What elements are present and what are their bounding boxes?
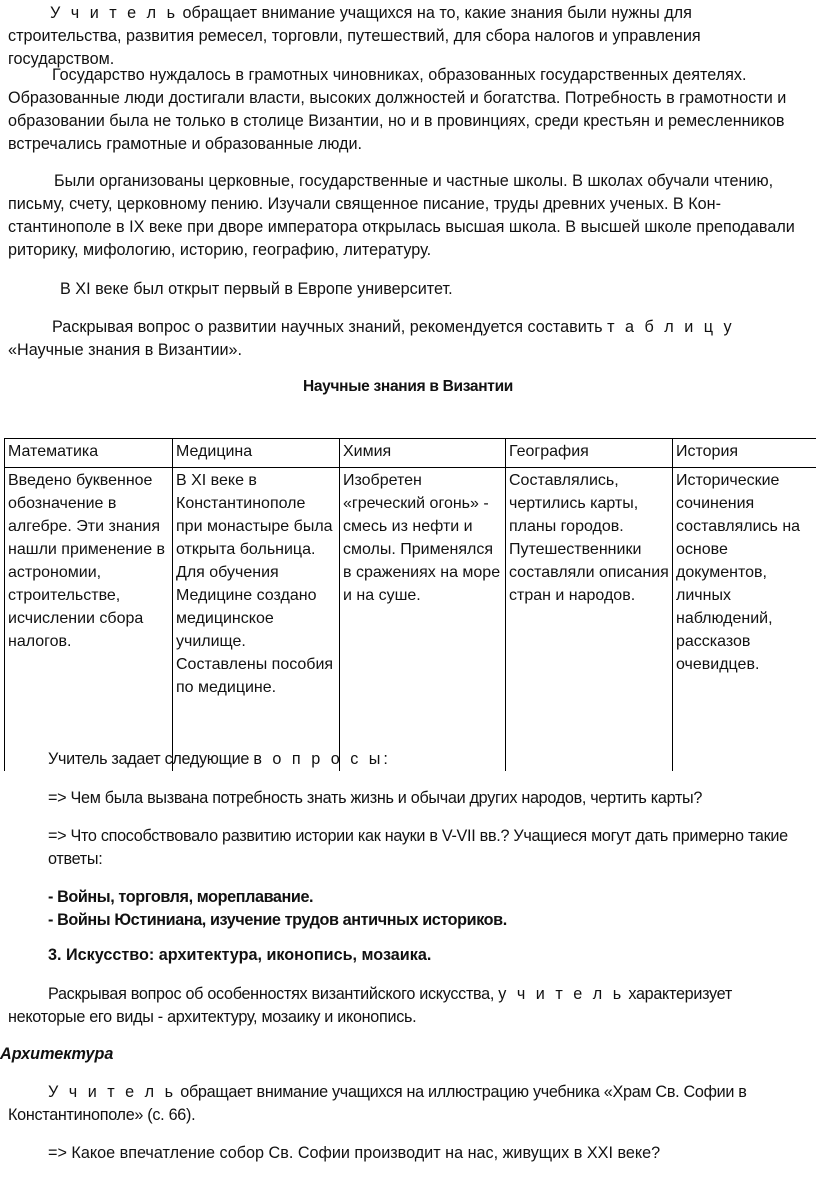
teacher-spaced-3: У ч и т е л ь <box>48 1083 177 1101</box>
paragraph-state-text: Государство нуждалось в грамотных чиновниках, образованных государственных деятелях. Образованные люди достигали власти, высоких должностей и богатства. Потребность в грамотности и образовании была не только в столице Византии, но и в провинциях, среди крестьян и ремесленников встречались грамотные и образованные люди. <box>8 66 787 153</box>
recommend-text: Раскрывая вопрос о развитии научных знаний, рекомендуется составить <box>52 318 603 336</box>
paragraph-art <box>8 983 808 1029</box>
paragraph-state <box>8 64 808 156</box>
paragraph-schools-text: Были организованы церковные, государственные и частные школы. В школах обучали чтению, письму, счету, церковному пению. Изучали священное писание, труды древних ученых. В Кон-стантинополе в IX веке при дворе императора открылась высшая школа. В высшей школе преподавали риторику, мифологию, историю, географию, литературу. <box>8 172 795 259</box>
header-medicine: Медицина <box>173 439 340 468</box>
cell-medicine: В XI веке в Константинополе при монастыре была открыта больница. Для обучения Медицине создано медицинское училище. Составлены пособия по медицине. <box>173 468 340 771</box>
answer-1: - Войны, торговля, мореплавание. <box>48 888 314 906</box>
header-chemistry: Химия <box>340 439 506 468</box>
question-3 <box>8 1142 808 1165</box>
teacher-spaced: У ч и т е л ь <box>50 4 179 22</box>
paragraph-intro <box>8 2 808 71</box>
question-1-text: => Чем была вызвана потребность знать жизнь и обычаи других народов, чертить карты? <box>48 789 703 807</box>
paragraph-art-text: Раскрывая вопрос об особенностях византийского искусства, <box>48 985 495 1003</box>
paragraph-schools <box>8 170 808 262</box>
architecture-heading: Архитектура <box>0 1045 114 1063</box>
paragraph-art-rest: характеризует некоторые его виды - архитектуру, мозаику и иконопись. <box>8 985 732 1026</box>
section-3-heading: 3. Искусство: архитектура, иконопись, мозаика. <box>48 946 432 964</box>
questions-spaced: в о п р о с ы <box>253 750 384 768</box>
table-header-row <box>5 439 816 468</box>
cell-chemistry: Изобретен «греческий огонь» - смесь из нефти и смолы. Применялся в сражениях на море и на суше. <box>340 468 506 771</box>
table-row <box>5 468 816 771</box>
science-table <box>4 438 816 771</box>
teacher-spaced-2: у ч и т е л ь <box>498 985 625 1003</box>
paragraph-sophia <box>8 1081 808 1127</box>
paragraph-intro-text: обращает внимание учащихся на то, какие знания были нужны для строительства, развития ремесел, торговли, путешествий, для сбора налогов и управления государством. <box>8 4 701 68</box>
header-geography: География <box>506 439 673 468</box>
paragraph-sophia-text: обращает внимание учащихся на иллюстрацию учебника «Храм Св. Софии в Константинополе» (с. 66). <box>8 1083 747 1124</box>
question-3-text: => Какое впечатление собор Св. Софии производит на нас, живущих в XXI веке? <box>48 1144 661 1162</box>
cell-math: Введено буквенное обозначение в алгебре. Эти знания нашли применение в астрономии, строительстве, исчислении сбора налогов. <box>5 468 173 771</box>
paragraph-table-recommend <box>8 316 808 362</box>
header-math: Математика <box>5 439 173 468</box>
answer-2: - Войны Юстиниана, изучение трудов античных историков. <box>48 911 507 929</box>
paragraph-university-text: В XI веке был открыт первый в Европе университет. <box>60 280 453 298</box>
cell-history: Исторические сочинения составлялись на основе документов, личных наблюдений, рассказов очевидцев. <box>673 468 816 771</box>
cell-geography: Составлялись, чертились карты, планы городов. Путешественники составляли описания стран и народов. <box>506 468 673 771</box>
question-1 <box>8 787 808 810</box>
questions-intro-text: Учитель задает следующие <box>48 750 250 768</box>
questions-colon: : <box>383 750 388 768</box>
questions-intro <box>8 748 808 771</box>
recommend-table-name: «Научные знания в Византии». <box>8 341 243 359</box>
table-spaced: т а б л и ц у <box>607 318 735 336</box>
question-2: => Что способствовало развитию истории как науки в V-VII вв.? Учащиеся могут дать примерно такие ответы: <box>48 827 788 868</box>
paragraph-university <box>8 278 808 301</box>
header-history: История <box>673 439 816 468</box>
table-title: Научные знания в Византии <box>302 378 514 395</box>
